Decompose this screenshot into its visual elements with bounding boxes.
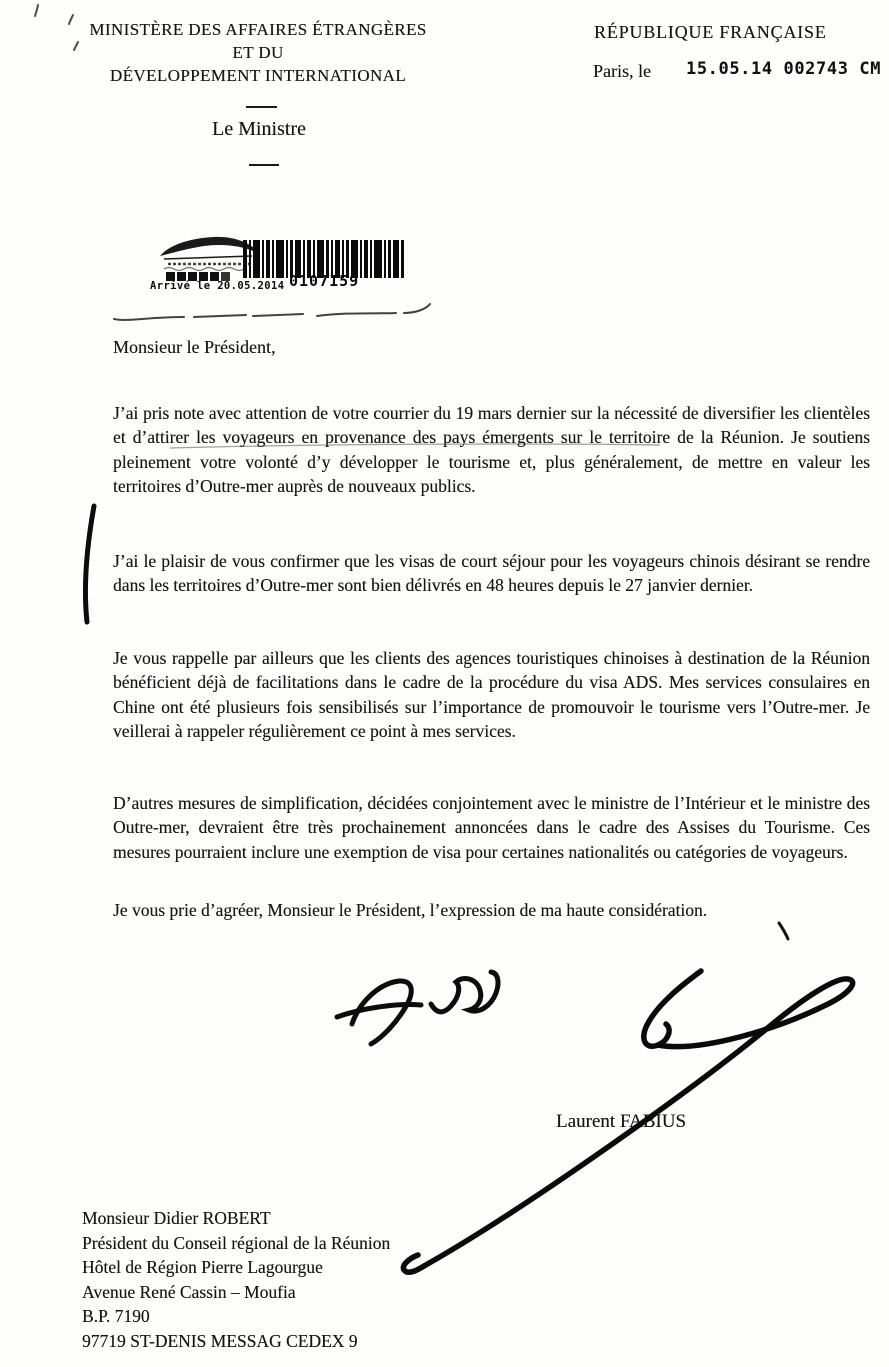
recipient-address — [82, 1206, 390, 1354]
address-line-4: Avenue René Cassin – Moufia — [82, 1281, 296, 1302]
arrival-date-stamp: Arrivé le 20.05.2014 — [150, 280, 285, 292]
pen-mark — [779, 923, 788, 939]
handwritten-note — [337, 972, 498, 1044]
margin-mark — [85, 506, 94, 622]
divider-dash-bottom — [249, 164, 279, 166]
divider-dash-top — [246, 106, 277, 108]
place-date-label: Paris, le — [593, 61, 651, 81]
salutation: Monsieur le Président, — [113, 337, 276, 357]
ministry-block — [55, 18, 461, 87]
closing-formula: Je vous prie d’agréer, Monsieur le Président, l’expression de ma haute considération. — [113, 900, 708, 920]
signer-name: Laurent FABIUS — [556, 1111, 686, 1132]
body-paragraph-3: Je vous rappelle par ailleurs que les clients des agences touristiques chinoises à destination de la Réunion bénéficient déjà de facilitations dans le cadre de la procédure du visa ADS. Mes services consulaires en Chine ont été plusieurs fois sensibilisés sur l’importance de promouvoir le tourisme vers l’Outre-mer. Je veillerai à rappeler régulièrement ce point à mes services. — [113, 648, 870, 742]
handwritten-separator-line — [108, 300, 438, 328]
address-line-2: Président du Conseil régional de la Réunion — [82, 1232, 391, 1253]
date-received-stamp: 15.05.14 002743 CM — [686, 59, 882, 79]
address-line-3: Hôtel de Région Pierre Lagourgue — [82, 1257, 323, 1278]
ministry-line1: MINISTÈRE DES AFFAIRES ÉTRANGÈRES — [89, 20, 427, 39]
barcode-number: 0107159 — [289, 272, 360, 290]
minister-title: Le Ministre — [212, 118, 306, 140]
address-line-6: 97719 ST-DENIS MESSAG CEDEX 9 — [82, 1330, 358, 1351]
address-line-1: Monsieur Didier ROBERT — [82, 1208, 271, 1228]
ministry-line2: ET DU — [232, 43, 284, 62]
body-paragraph-4: D’autres mesures de simplification, décidées conjointement avec le ministre de l’Intérieur et le ministre des Outre-mer, devraient être très prochainement annoncées dans le cadre des Assises du Tourisme. Ces mesures pourraient inclure une exemption de visa pour certaines nationalités ou catégories de voyageurs. — [113, 793, 870, 862]
republic-title: RÉPUBLIQUE FRANÇAISE — [594, 22, 827, 42]
body-paragraph-1: J’ai pris note avec attention de votre courrier du 19 mars dernier sur la nécessité de diversifier les clientèles et d’attirer les voyageurs en provenance des pays émergents sur le territoire de la Réunion. Je soutiens pleinement votre volonté d’y développer le tourisme et, plus généralement, de mettre en valeur les territoires d’Outre-mer auprès de nouveaux publics. — [113, 403, 870, 497]
body-paragraph-2: J’ai le plaisir de vous confirmer que les visas de court séjour pour les voyageurs chinois désirant se rendre dans les territoires d’Outre-mer sont bien délivrés en 48 heures depuis le 27 janvier dernier. — [113, 551, 870, 596]
ministry-line3: DÉVELOPPEMENT INTERNATIONAL — [109, 66, 407, 85]
address-line-5: B.P. 7190 — [82, 1306, 150, 1327]
